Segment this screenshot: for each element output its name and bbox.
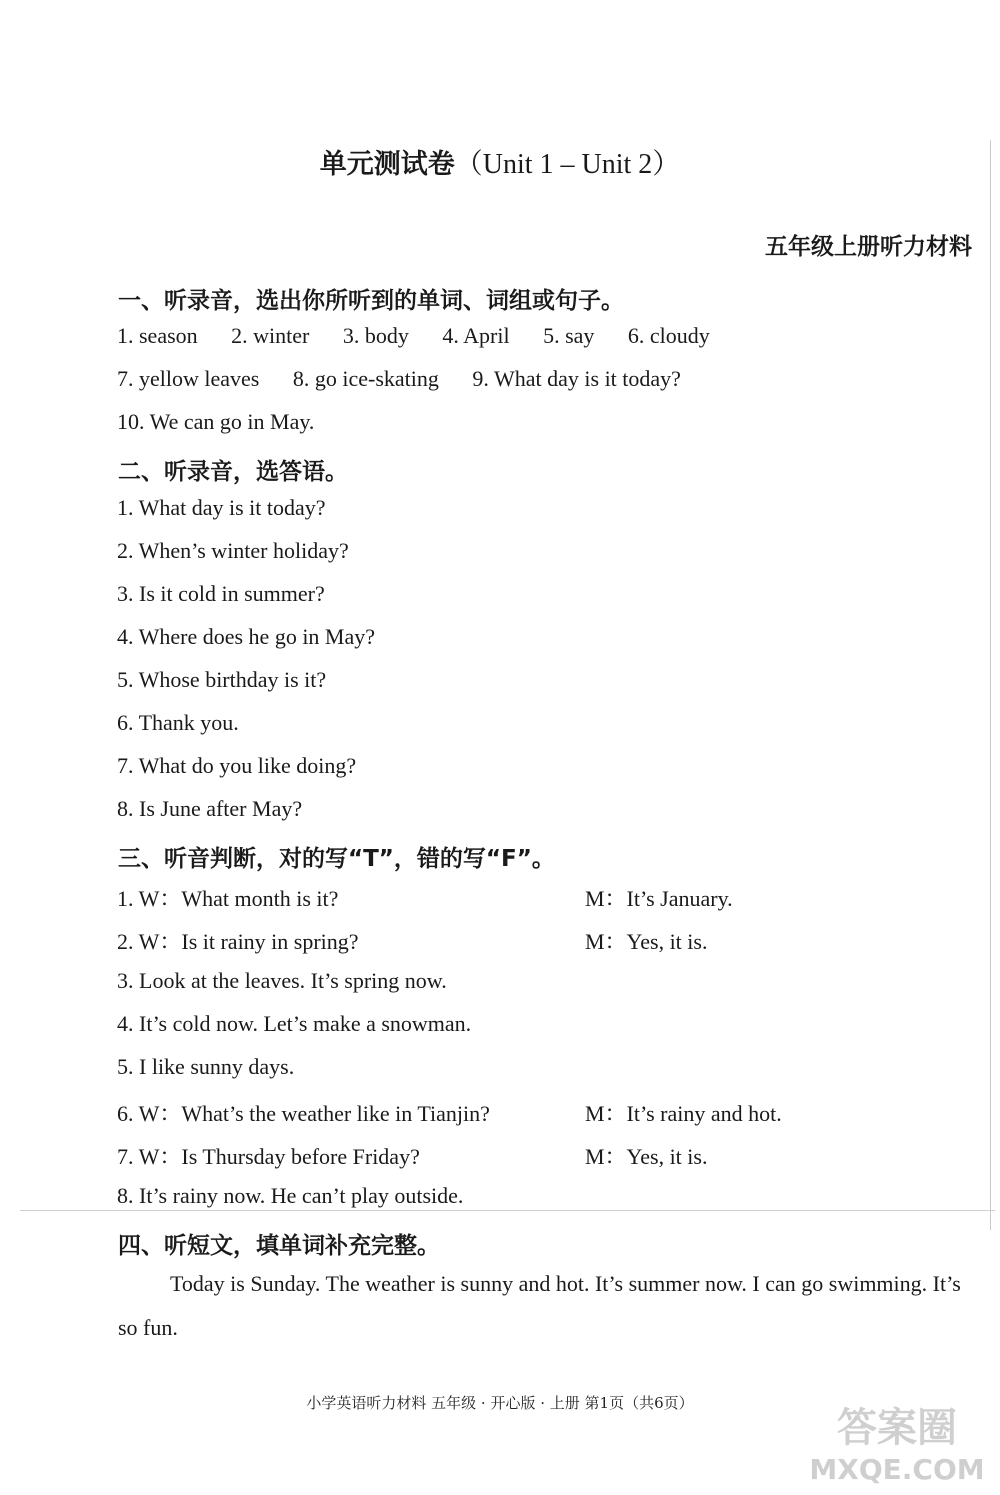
list-item: 8. go ice-skating [292, 366, 439, 391]
section1-row2 [117, 366, 709, 392]
list-item: 3. Is it cold in summer? [117, 581, 325, 606]
svg-text:答案圈: 答案圈 [837, 1405, 957, 1451]
dialog-right: M：It’s rainy and hot. [585, 1101, 782, 1126]
section1-row1 [117, 323, 738, 349]
section1-heading: 一、听录音，选出你所听到的单词、词组或句子。 [118, 288, 624, 314]
list-item: 6. Thank you. [117, 710, 239, 735]
dialog-right: M：Yes, it is. [585, 929, 708, 954]
list-item: 9. What day is it today? [472, 366, 681, 391]
list-item: 1. What day is it today? [117, 495, 326, 520]
page-title [0, 142, 1000, 182]
list-item: 7. What do you like doing? [117, 753, 357, 778]
list-item: 3. body [342, 323, 409, 348]
title-unit: （Unit 1 – Unit 2） [454, 149, 681, 180]
list-item: 5. say [543, 323, 595, 348]
dialog-left: 5. I like sunny days. [117, 1054, 295, 1079]
dialog-left: 1. W：What month is it? [117, 886, 339, 911]
page-edge-right [990, 140, 991, 1230]
list-item: 6. cloudy [627, 323, 710, 348]
dialog-left: 3. Look at the leaves. It’s spring now. [117, 968, 447, 993]
section1-row3: 10. We can go in May. [117, 409, 315, 434]
section4-heading: 四、听短文，填单词补充完整。 [118, 1233, 440, 1259]
watermark-logo [802, 1393, 992, 1488]
list-item: 8. Is June after May? [117, 796, 303, 821]
dialog-left: 2. W：Is it rainy in spring? [117, 929, 359, 954]
list-item: 2. When’s winter holiday? [117, 538, 349, 563]
list-item: 2. winter [231, 323, 310, 348]
section2-heading: 二、听录音，选答语。 [118, 459, 348, 485]
dialog-right: M：Yes, it is. [585, 1144, 708, 1169]
page-fold-line [20, 1210, 995, 1211]
list-item: 4. Where does he go in May? [117, 624, 376, 649]
svg-text:MXQE.COM: MXQE.COM [809, 1453, 985, 1486]
dialog-left: 4. It’s cold now. Let’s make a snowman. [117, 1011, 472, 1036]
page-footer: 小学英语听力材料 五年级 · 开心版 · 上册 第1页（共6页） [306, 1394, 694, 1412]
dialog-left: 8. It’s rainy now. He can’t play outside. [117, 1183, 464, 1208]
list-item: 1. season [117, 323, 198, 348]
list-item: 5. Whose birthday is it? [117, 667, 327, 692]
dialog-left: 7. W：Is Thursday before Friday? [117, 1144, 420, 1169]
list-item: 7. yellow leaves [117, 366, 260, 391]
title-main: 单元测试卷 [319, 149, 455, 180]
dialog-right: M：It’s January. [585, 886, 733, 911]
list-item: 4. April [442, 323, 510, 348]
page-subtitle: 五年级上册听力材料 [765, 234, 972, 260]
section4-passage: Today is Sunday. The weather is sunny and hot. It’s summer now. I can go swimming. It’s so fun. [118, 1271, 961, 1340]
section3-heading: 三、听音判断，对的写“T”，错的写“F”。 [118, 846, 555, 872]
dialog-left: 6. W：What’s the weather like in Tianjin? [117, 1101, 490, 1126]
